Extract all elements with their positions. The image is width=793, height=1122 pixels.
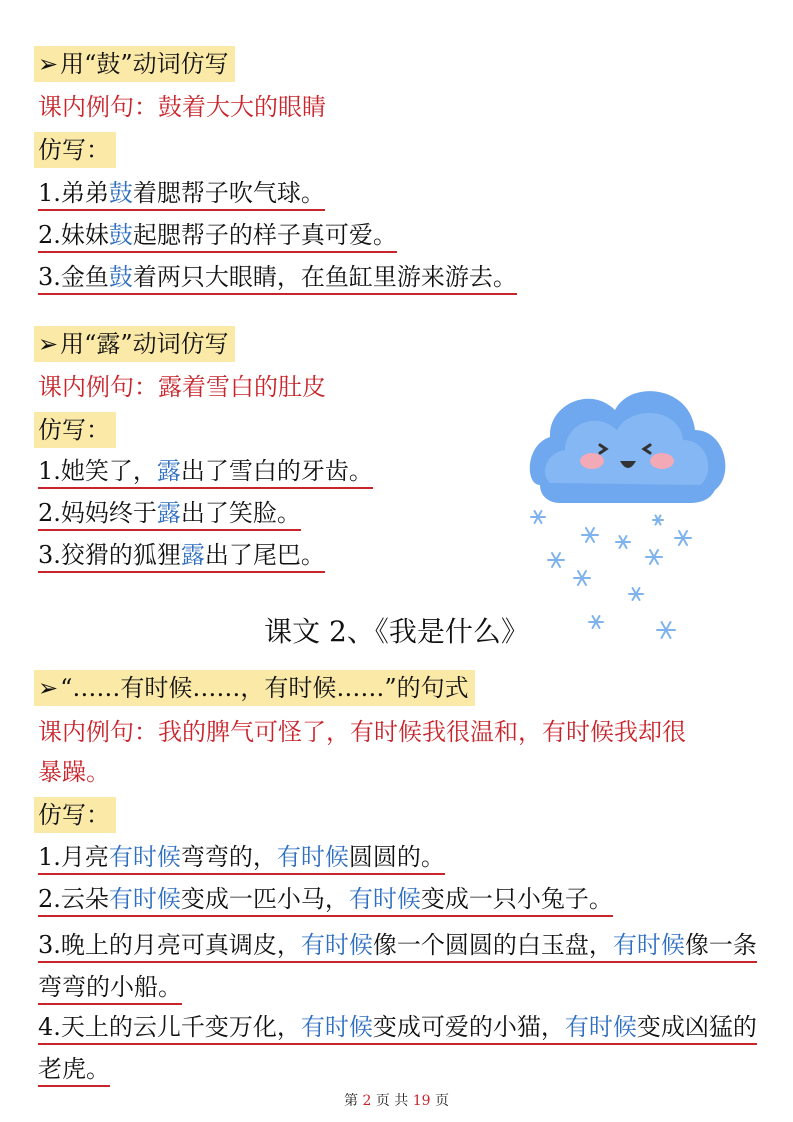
total-page-number: 19 bbox=[412, 1093, 431, 1109]
sentence-line: 1.月亮有时候弯弯的，有时候圆圆的。 bbox=[38, 840, 445, 874]
snow-cloud-illustration bbox=[520, 375, 740, 645]
sentence-line: 3.金鱼鼓着两只大眼睛，在鱼缸里游来游去。 bbox=[38, 260, 517, 294]
section-heading-gu: ➢用“鼓”动词仿写 bbox=[34, 46, 235, 82]
sentence-line: 2.云朵有时候变成一匹小马，有时候变成一只小兔子。 bbox=[38, 882, 613, 916]
section-heading-youshihou: ➢“……有时候……，有时候……”的句式 bbox=[34, 670, 475, 706]
sentence-line: 4.天上的云儿千变万化，有时候变成可爱的小猫，有时候变成凶猛的老虎。 bbox=[38, 1006, 758, 1090]
current-page-number: 2 bbox=[362, 1093, 372, 1109]
lesson-title: 课文 2、《我是什么》 bbox=[264, 615, 529, 648]
triangle-bullet-icon: ➢ bbox=[38, 330, 59, 358]
fangxie-label: 仿写： bbox=[34, 412, 116, 448]
sentence-line: 1.她笑了，露出了雪白的牙齿。 bbox=[38, 454, 373, 488]
cloud-icon bbox=[530, 391, 726, 503]
sentence-line: 2.妈妈终于露出了笑脸。 bbox=[38, 496, 301, 530]
sentence-line: 3.狡猾的狐狸露出了尾巴。 bbox=[38, 538, 325, 572]
fangxie-label: 仿写： bbox=[34, 132, 116, 168]
example-sentence-youshihou: 课内例句：我的脾气可怪了，有时候我很温和，有时候我却很 bbox=[38, 718, 686, 746]
section-heading-lu: ➢用“露”动词仿写 bbox=[34, 326, 235, 362]
triangle-bullet-icon: ➢ bbox=[38, 674, 59, 702]
fangxie-label: 仿写： bbox=[34, 797, 116, 833]
example-sentence-lu: 课内例句：露着雪白的肚皮 bbox=[38, 373, 326, 401]
example-sentence-gu: 课内例句：鼓着大大的眼睛 bbox=[38, 93, 326, 121]
triangle-bullet-icon: ➢ bbox=[38, 50, 59, 78]
sentence-line: 1.弟弟鼓着腮帮子吹气球。 bbox=[38, 176, 325, 210]
page-footer: 第 2 页 共 19 页 bbox=[343, 1093, 449, 1109]
sentence-line: 2.妹妹鼓起腮帮子的样子真可爱。 bbox=[38, 218, 397, 252]
sentence-line: 3.晚上的月亮可真调皮，有时候像一个圆圆的白玉盘，有时候像一条弯弯的小船。 bbox=[38, 924, 758, 1008]
example-sentence-continued: 暴躁。 bbox=[38, 758, 110, 786]
